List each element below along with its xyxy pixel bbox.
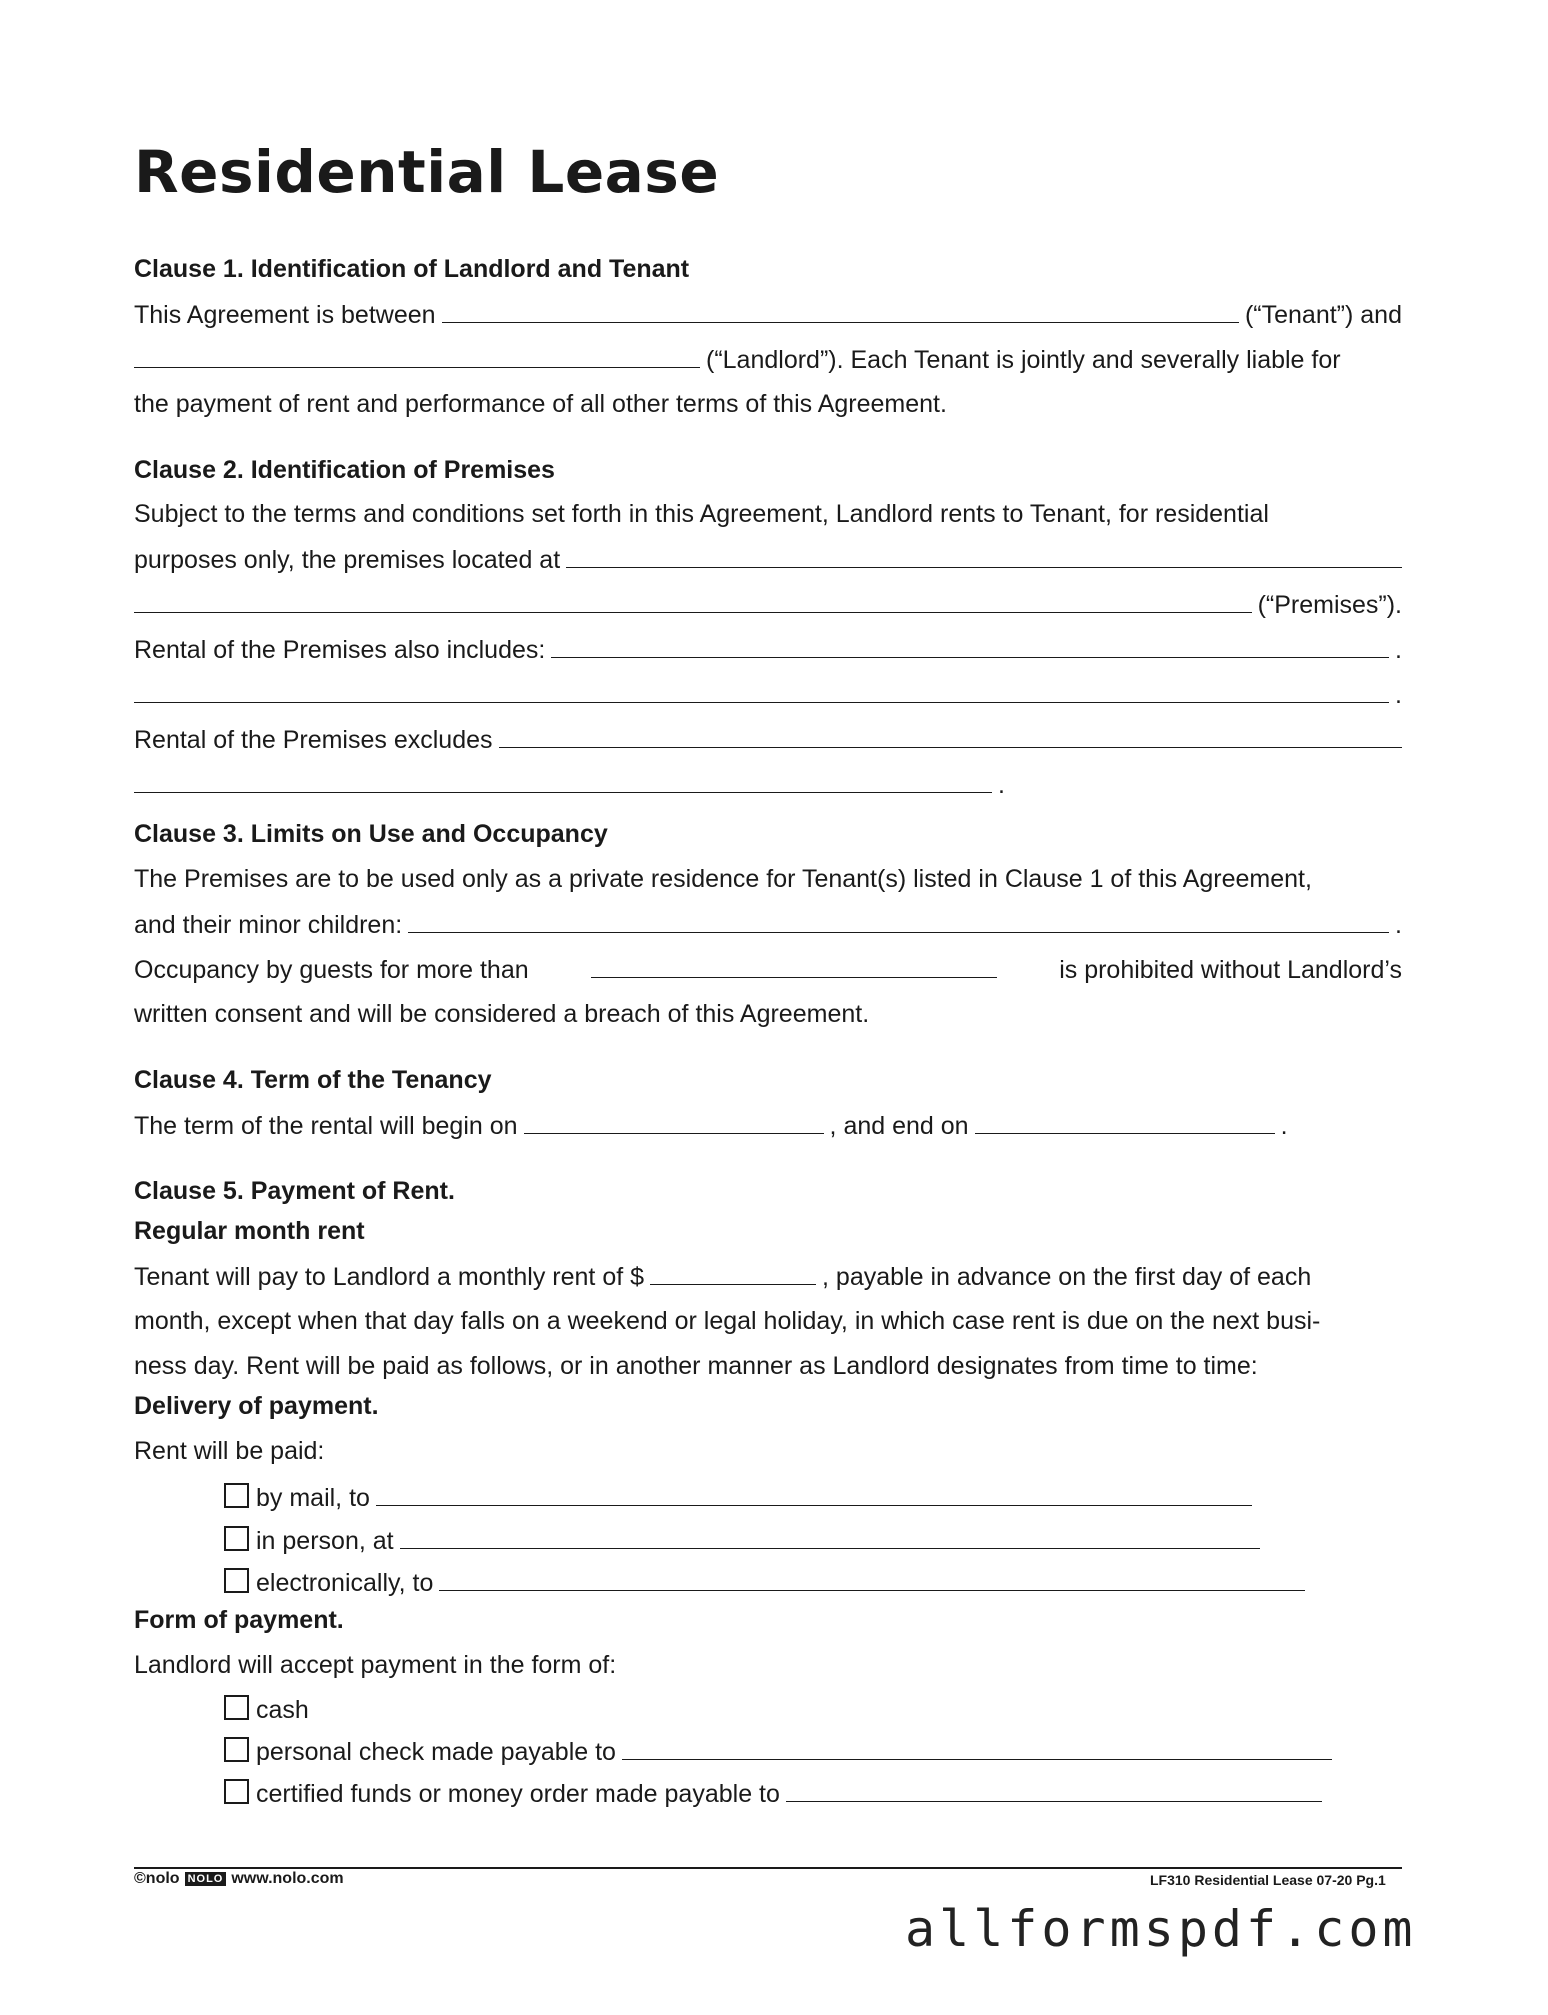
term-period: . bbox=[1280, 1112, 1288, 1140]
footer-divider bbox=[134, 1867, 1402, 1869]
delivery-option-mail bbox=[224, 1481, 1258, 1515]
rent-line1 bbox=[134, 1262, 1402, 1296]
delivery-subheading: Delivery of payment. bbox=[134, 1392, 379, 1420]
term-begin-label: The term of the rental will begin on bbox=[134, 1112, 518, 1140]
form-option-certified bbox=[224, 1777, 1328, 1811]
clause2-line2 bbox=[134, 545, 1402, 579]
guest-duration-field[interactable] bbox=[591, 955, 997, 978]
form-subheading: Form of payment. bbox=[134, 1606, 344, 1634]
premises-label: purposes only, the premises located at bbox=[134, 546, 561, 574]
clause3-heading: Clause 3. Limits on Use and Occupancy bbox=[134, 820, 608, 848]
in-person-address-field[interactable] bbox=[400, 1526, 1260, 1549]
nolo-logo: NOLO bbox=[185, 1872, 227, 1886]
mail-label: by mail, to bbox=[256, 1484, 370, 1512]
guests-end: is prohibited without Landlord’s bbox=[1059, 956, 1402, 984]
excludes-line-2 bbox=[134, 770, 1402, 804]
excludes-field[interactable] bbox=[499, 725, 1402, 748]
clause3-line3 bbox=[134, 955, 1402, 989]
clause4-line bbox=[134, 1111, 1402, 1145]
rent-line2: month, except when that day falls on a weekend or legal holiday, in which case rent is due on the next busi- bbox=[134, 1307, 1321, 1335]
cash-label: cash bbox=[256, 1696, 309, 1724]
includes-period-2: . bbox=[1395, 681, 1402, 709]
landlord-name-field[interactable] bbox=[134, 345, 700, 368]
footer-url: www.nolo.com bbox=[231, 1870, 344, 1887]
check-checkbox[interactable] bbox=[224, 1737, 249, 1762]
page-title: Residential Lease bbox=[134, 138, 720, 206]
excludes-field-2[interactable] bbox=[134, 770, 992, 793]
electronic-label: electronically, to bbox=[256, 1569, 434, 1597]
excludes-period: . bbox=[998, 771, 1005, 799]
certified-label: certified funds or money order made payable to bbox=[256, 1780, 780, 1808]
clause1-line1-end: (“Tenant”) and bbox=[1244, 301, 1402, 329]
includes-line-2 bbox=[134, 680, 1402, 714]
excludes-label: Rental of the Premises excludes bbox=[134, 726, 493, 754]
form-option-check bbox=[224, 1735, 1338, 1769]
rent-amount-label: Tenant will pay to Landlord a monthly rent of $ bbox=[134, 1263, 645, 1291]
check-payee-field[interactable] bbox=[622, 1737, 1332, 1760]
copyright-text: ©nolo bbox=[134, 1870, 180, 1887]
includes-field[interactable] bbox=[551, 635, 1389, 658]
in-person-label: in person, at bbox=[256, 1527, 394, 1555]
clause1-line2-end: (“Landlord”). Each Tenant is jointly and severally liable for bbox=[706, 346, 1341, 374]
guests-label: Occupancy by guests for more than bbox=[134, 956, 529, 984]
minor-children-field[interactable] bbox=[408, 910, 1389, 933]
term-end-label: , and end on bbox=[829, 1112, 969, 1140]
cash-checkbox[interactable] bbox=[224, 1695, 249, 1720]
electronic-checkbox[interactable] bbox=[224, 1568, 249, 1593]
clause2-line3 bbox=[134, 590, 1402, 624]
delivery-option-person bbox=[224, 1524, 1266, 1558]
delivery-option-electronic bbox=[224, 1566, 1311, 1600]
check-label: personal check made payable to bbox=[256, 1738, 616, 1766]
clause2-line1: Subject to the terms and conditions set forth in this Agreement, Landlord rents to Tenant, for residential bbox=[134, 500, 1269, 528]
clause1-line1-label: This Agreement is between bbox=[134, 301, 436, 329]
mail-address-field[interactable] bbox=[376, 1483, 1252, 1506]
regular-rent-subheading: Regular month rent bbox=[134, 1217, 365, 1245]
clause1-heading: Clause 1. Identification of Landlord and Tenant bbox=[134, 255, 690, 283]
term-begin-field[interactable] bbox=[524, 1111, 824, 1134]
includes-line bbox=[134, 635, 1402, 669]
footer-left bbox=[134, 1870, 344, 1888]
term-end-field[interactable] bbox=[975, 1111, 1275, 1134]
clause3-line2 bbox=[134, 910, 1402, 944]
clause2-heading: Clause 2. Identification of Premises bbox=[134, 456, 555, 484]
premises-address-field[interactable] bbox=[566, 545, 1402, 568]
clause3-line4: written consent and will be considered a breach of this Agreement. bbox=[134, 1000, 870, 1028]
minor-children-label: and their minor children: bbox=[134, 911, 403, 939]
in-person-checkbox[interactable] bbox=[224, 1526, 249, 1551]
clause1-line3: the payment of rent and performance of all other terms of this Agreement. bbox=[134, 390, 947, 418]
includes-period: . bbox=[1395, 636, 1402, 664]
includes-label: Rental of the Premises also includes: bbox=[134, 636, 546, 664]
clause1-line1 bbox=[134, 300, 1402, 334]
rent-amount-field[interactable] bbox=[650, 1262, 816, 1285]
certified-checkbox[interactable] bbox=[224, 1779, 249, 1804]
delivery-intro: Rent will be paid: bbox=[134, 1437, 325, 1465]
form-option-cash bbox=[224, 1693, 309, 1727]
certified-payee-field[interactable] bbox=[786, 1779, 1322, 1802]
clause5-heading: Clause 5. Payment of Rent. bbox=[134, 1177, 455, 1205]
clause3-line1: The Premises are to be used only as a private residence for Tenant(s) listed in Clause 1 of this Agreement, bbox=[134, 865, 1312, 893]
footer-form-id: LF310 Residential Lease 07-20 Pg.1 bbox=[1150, 1872, 1386, 1888]
premises-end: (“Premises”). bbox=[1257, 591, 1402, 619]
mail-checkbox[interactable] bbox=[224, 1483, 249, 1508]
includes-field-2[interactable] bbox=[134, 680, 1389, 703]
clause4-heading: Clause 4. Term of the Tenancy bbox=[134, 1066, 492, 1094]
tenant-name-field[interactable] bbox=[442, 300, 1239, 323]
rent-line3: ness day. Rent will be paid as follows, or in another manner as Landlord designates from time to time: bbox=[134, 1352, 1258, 1380]
clause1-line2 bbox=[134, 345, 1402, 379]
minor-children-period: . bbox=[1395, 911, 1402, 939]
form-intro: Landlord will accept payment in the form of: bbox=[134, 1651, 617, 1679]
rent-amount-end: , payable in advance on the first day of each bbox=[822, 1263, 1312, 1291]
excludes-line bbox=[134, 725, 1402, 759]
premises-address-field-2[interactable] bbox=[134, 590, 1252, 613]
electronic-account-field[interactable] bbox=[439, 1568, 1305, 1591]
watermark: allformspdf.com bbox=[905, 1900, 1417, 1958]
